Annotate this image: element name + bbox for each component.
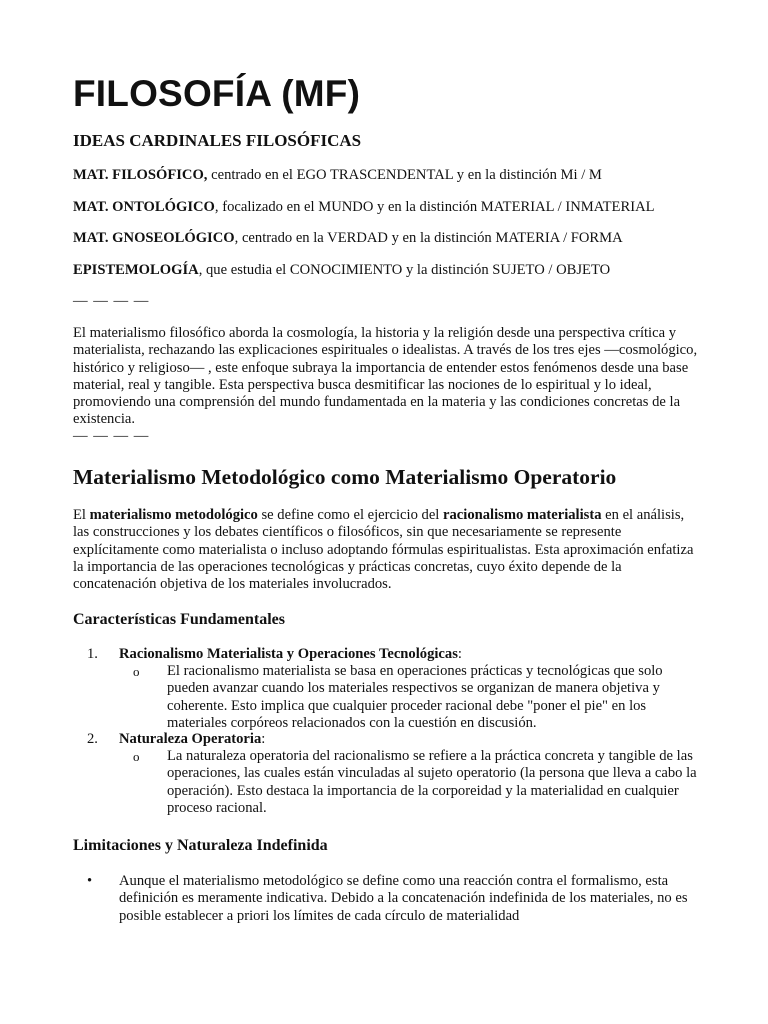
separator-top: — — — —: [73, 293, 150, 309]
term-materialismo-metodologico: materialismo metodológico: [89, 507, 258, 523]
section-paragraph: El materialismo metodológico se define como el ejercicio del racionalismo materialista en el análisis, las construcciones y los debates científicos o filosóficos, sin que necesariamente se represente explícitamente como materialista o incluso adoptando fórmulas espiritualistas. Esta aproximación enfatiza la importancia de las operaciones tecnológicas y prácticas concretas, cuyo éxito depende de la concatenación objetiva de los materiales involucrados.: [73, 507, 694, 593]
idea-text: , que estudia el CONOCIMIENTO y la distinción SUJETO / OBJETO: [198, 262, 611, 278]
idea-mat-gnoseologico: [73, 229, 623, 247]
sub-bullet-icon: o: [133, 664, 140, 679]
idea-term: MAT. ONTOLÓGICO: [73, 199, 215, 215]
list-number: 2.: [87, 731, 98, 747]
limitations-bullet-text: Aunque el materialismo metodológico se define como una reacción contra el formalismo, esta definición es meramente indicativa. Debido a la concatenación indefinida de los materiales, no es posible establecer a priori los límites de cada círculo de materialidad: [119, 873, 688, 924]
idea-text: , focalizado en el MUNDO y en la distinción MATERIAL / INMATERIAL: [214, 199, 655, 215]
page-title: FILOSOFÍA (MF): [73, 73, 361, 114]
idea-term: MAT. GNOSEOLÓGICO: [73, 230, 235, 246]
separator-bottom: — — — —: [73, 428, 150, 444]
list-subitem: El racionalismo materialista se basa en operaciones prácticas y tecnológicas que solo pueden avanzar cuando los materiales respectivos se organizan de manera objetiva y coherente. Esto implica que cualquier proceder racional debe "poner el pie" en los materiales corpóreos relacionados con la cuestión en discusión.: [167, 663, 663, 731]
fundamentals-heading: Características Fundamentales: [73, 611, 285, 628]
intro-paragraph: El materialismo filosófico aborda la cosmología, la historia y la religión desde una perspectiva crítica y materialista, rechazando las explicaciones espirituales o idealistas. A través de los tres ejes —cosmológico, histórico y religioso— , este enfoque subraya la importancia de entender estos fenómenos desde una base material, real y tangible. Esta perspectiva busca desmitificar las nociones de lo espiritual y lo ideal, promoviendo una comprensión del mundo fundamentada en la materia y las condiciones concretas de la existencia.: [73, 325, 698, 428]
idea-mat-filosofico: [73, 166, 602, 184]
sub-bullet-icon: o: [133, 749, 140, 764]
idea-mat-ontologico: [73, 198, 655, 216]
idea-text: , centrado en la VERDAD y en la distinción MATERIA / FORMA: [234, 230, 623, 246]
cardinal-ideas-heading: IDEAS CARDINALES FILOSÓFICAS: [73, 131, 362, 150]
bullet-icon: •: [87, 873, 93, 889]
idea-term: EPISTEMOLOGÍA: [73, 262, 199, 278]
idea-term: MAT. FILOSÓFICO,: [73, 167, 208, 183]
list-item-title: Naturaleza Operatoria:: [119, 731, 266, 747]
term-racionalismo-materialista: racionalismo materialista: [443, 507, 602, 523]
idea-text: centrado en el EGO TRASCENDENTAL y en la distinción Mi / M: [207, 167, 602, 183]
limitations-heading: Limitaciones y Naturaleza Indefinida: [73, 837, 328, 854]
section-heading: Materialismo Metodológico como Materialismo Operatorio: [73, 465, 617, 489]
list-subitem: La naturaleza operatoria del racionalismo se refiere a la práctica concreta y tangible de las operaciones, las cuales están vinculadas al sujeto operatorio (la persona que lleva a cabo la operación). Esto destaca la importancia de la corporeidad y la materialidad en cualquier proceso racional.: [167, 748, 697, 816]
idea-epistemologia: [73, 261, 610, 279]
list-number: 1.: [87, 646, 98, 662]
list-item-title: Racionalismo Materialista y Operaciones Tecnológicas:: [119, 646, 462, 662]
